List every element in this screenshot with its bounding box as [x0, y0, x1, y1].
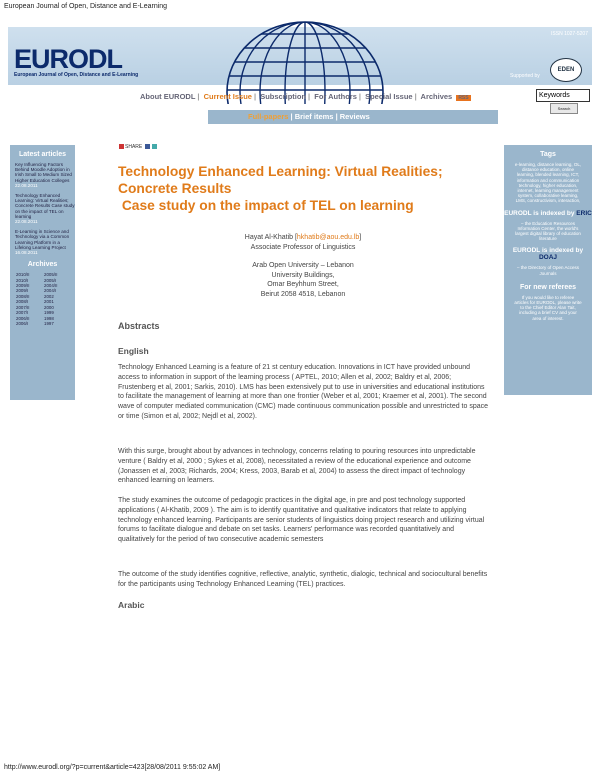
globe-graphic — [210, 14, 400, 104]
article-link[interactable]: Technology Enhanced Learning: Virtual Realities; Concrete Results Case study on the impact of TEL on learning — [15, 193, 75, 219]
affiliation-line: Arab Open University – Lebanon — [252, 262, 354, 270]
article-date: 16.08.2011 — [15, 250, 38, 256]
archive-link[interactable]: 2007/I — [16, 310, 29, 316]
abstract-paragraph: The study examines the outcome of pedagogic practices in the digital age, in pre and post technology supported applications ( Al-Khatib, 2009 ). The aim is to identify quantitative and qualitative indicators that relate to applying technology enhanced learning. Participants are senior students of linguistics doing project research and utilizing virtual forums to facilitate dialogue and debate on set tasks. Learners' performance was recorded quantitatively and qualitatively for the period of two consecutive academic semesters — [118, 497, 485, 544]
abstract-paragraph: The outcome of the study identifies cognitive, reflective, analytic, synthetic, dialogic, technical and sociocultural benefits for the participants using Technology Enhanced Learning (TEL) practices. — [118, 571, 488, 588]
archive-link[interactable]: 2005/I — [44, 277, 57, 283]
search-button[interactable]: Search — [550, 103, 578, 114]
archive-link[interactable]: 1999 — [44, 310, 54, 316]
supported-by-label: Supported by — [510, 73, 540, 79]
archive-link[interactable]: 2005/II — [44, 272, 58, 278]
archive-link[interactable]: 2000 — [44, 304, 54, 310]
archive-link[interactable]: 2004/II — [44, 283, 58, 289]
article-date: 22.08.2011 — [15, 182, 38, 188]
nav-for-authors[interactable]: For Authors — [314, 92, 357, 101]
article-link[interactable]: Key Influencing Factors Behind Moodle Adoption in Irish Small to Medium Sized Higher Education Colleges — [15, 162, 72, 183]
author-email-link[interactable]: hkhatib@aou.edu.lb — [296, 234, 360, 241]
issn-label: ISSN 1027-5207 — [551, 31, 588, 37]
affiliation-line: Omar Beyhhum Street, — [267, 281, 339, 289]
nav-special-issue[interactable]: Special Issue — [365, 92, 413, 101]
abstract-paragraph: With this surge, brought about by advances in technology, concerns relating to pouring resources into unpredictable venture ( Baldry et al, 2000 ; Sykes et al, 2008), necessitated a review of the educational experience and outcome (Jonassen et al, 2003; Richards, 2004; Kress, 2003, Barab et al, 2004) to assess the direct impact of technology enhanced learning on learners. — [118, 448, 476, 485]
rss-icon[interactable]: RSS — [458, 95, 469, 101]
share-widget[interactable]: SHARE — [118, 144, 158, 150]
archive-link[interactable]: 2010/II — [16, 272, 30, 278]
article-link[interactable]: E-Learning in Science and Technology via a Common Learning Platform in a Lifelong Learning Project — [15, 229, 70, 250]
nav-subscription[interactable]: Subscription — [260, 92, 307, 101]
archive-link[interactable]: 2007/II — [16, 304, 30, 310]
arabic-heading: Arabic — [118, 600, 145, 610]
archive-link[interactable]: 2004/I — [44, 288, 57, 294]
referees-text: If you would like to referee articles for EURODL, please write to the Chief Editor Alan Tait, including a brief CV and your area of interest. — [514, 294, 582, 321]
share-icon — [119, 144, 124, 149]
archive-link[interactable]: 1997 — [44, 320, 54, 326]
nav-archives[interactable]: Archives — [420, 92, 453, 101]
latest-article[interactable] — [15, 229, 75, 255]
affiliation-line: Beirut 2058 4518, Lebanon — [260, 290, 346, 298]
eden-logo[interactable]: EDEN — [550, 58, 582, 82]
article-title: Technology Enhanced Learning: Virtual Realities; Concrete Results Case study on the impact of TEL on learning — [118, 164, 443, 213]
subnav-reviews[interactable]: Reviews — [339, 112, 370, 121]
author-role: Associate Professor of Linguistics — [250, 243, 356, 251]
twitter-icon[interactable] — [152, 144, 157, 149]
latest-articles-heading: Latest articles — [18, 151, 67, 158]
doaj-link[interactable]: DOAJ — [538, 254, 558, 262]
nav-current-issue[interactable]: Current Issue — [203, 92, 252, 101]
page-url: http://www.eurodl.org/?p=current&article=423[28/08/2011 9:55:02 AM] — [4, 764, 221, 771]
referees-heading: For new referees — [519, 283, 577, 291]
archives-list — [16, 272, 75, 326]
doaj-index: EURODL is indexed by DOAJ — [512, 247, 584, 262]
right-sidebar — [504, 145, 592, 395]
main-nav: About EURODL | Current Issue | Subscription | For Authors | Special Issue | Archives RSS — [140, 92, 469, 101]
left-sidebar — [10, 145, 75, 400]
archive-link[interactable]: 2006/I — [16, 320, 29, 326]
archive-link[interactable]: 2008/I — [16, 299, 29, 305]
tags-heading: Tags — [540, 151, 556, 158]
search-input[interactable]: Keywords — [536, 89, 590, 102]
eric-description: – the Education Resources Information Center, the world's largest digital library of education literature — [515, 220, 581, 242]
eric-link[interactable]: ERIC — [576, 209, 592, 217]
abstract-paragraph: Technology Enhanced Learning is a feature of 21 st century education. Innovations in ICT have provided unbound access to information in support of the learning process ( APTEL, 2010; Allen et al, 2002; Baldry et al, 2006; Frustenberg et al, 2001; Sarkis, 2010). LMS has been extensively put to use in universities and educational institutions to facilitate the management of learning at more than one frontier (Weber et al, 2001; Kraemer et al, 2001). The second wave of computer mediated communication (CMC) made continuous communication possible and unrestricted to space or time (Simon et al, 2002; Nejdl et al, 2002). — [118, 364, 489, 420]
logo-subtitle: European Journal of Open, Distance and E-Learning — [14, 72, 139, 78]
sub-nav: Full-papers | Brief items | Reviews — [208, 110, 498, 124]
eric-index: EURODL is indexed by ERIC — [504, 209, 592, 217]
archive-link[interactable]: 2010/I — [16, 277, 29, 283]
subnav-brief-items[interactable]: Brief items — [294, 112, 334, 121]
nav-about[interactable]: About EURODL — [140, 92, 196, 101]
doaj-description: – the Directory of Open Access Journals — [516, 265, 580, 276]
abstracts-heading: Abstracts — [118, 321, 160, 331]
tag-cloud[interactable]: e-learning, distance learning, OL, distance education, online learning, blended learning, ICT, information and communication technology, higher education, internet, learning management system, collaborative learning, LMS, constructivism, interaction, — [514, 162, 582, 204]
latest-article[interactable] — [15, 193, 75, 224]
latest-article[interactable] — [15, 162, 75, 188]
archive-link[interactable]: 2002 — [44, 293, 54, 299]
archive-link[interactable]: 2009/I — [16, 288, 29, 294]
window-title: European Journal of Open, Distance and E-Learning — [4, 3, 168, 10]
archives-heading: Archives — [27, 261, 58, 269]
article-date: 22.08.2011 — [15, 219, 38, 225]
subnav-full-papers[interactable]: Full-papers — [248, 112, 289, 121]
facebook-icon[interactable] — [145, 144, 150, 149]
eurodl-logo[interactable]: EURODL — [14, 44, 122, 74]
english-heading: English — [118, 346, 149, 356]
affiliation-line: University Buildings, — [271, 271, 335, 279]
archive-link[interactable]: 2009/II — [16, 283, 30, 289]
archive-link[interactable]: 2001 — [44, 299, 54, 305]
author-block: Hayat Al-Khatib [hkhatib@aou.edu.lb] Associate Professor of Linguistics Arab Open University – Lebanon University Buildings, Omar Beyhhum Street, Beirut 2058 4518, Lebanon — [118, 233, 488, 300]
archive-link[interactable]: 1998 — [44, 315, 54, 321]
archive-link[interactable]: 2006/II — [16, 315, 30, 321]
archive-link[interactable]: 2008/II — [16, 293, 30, 299]
